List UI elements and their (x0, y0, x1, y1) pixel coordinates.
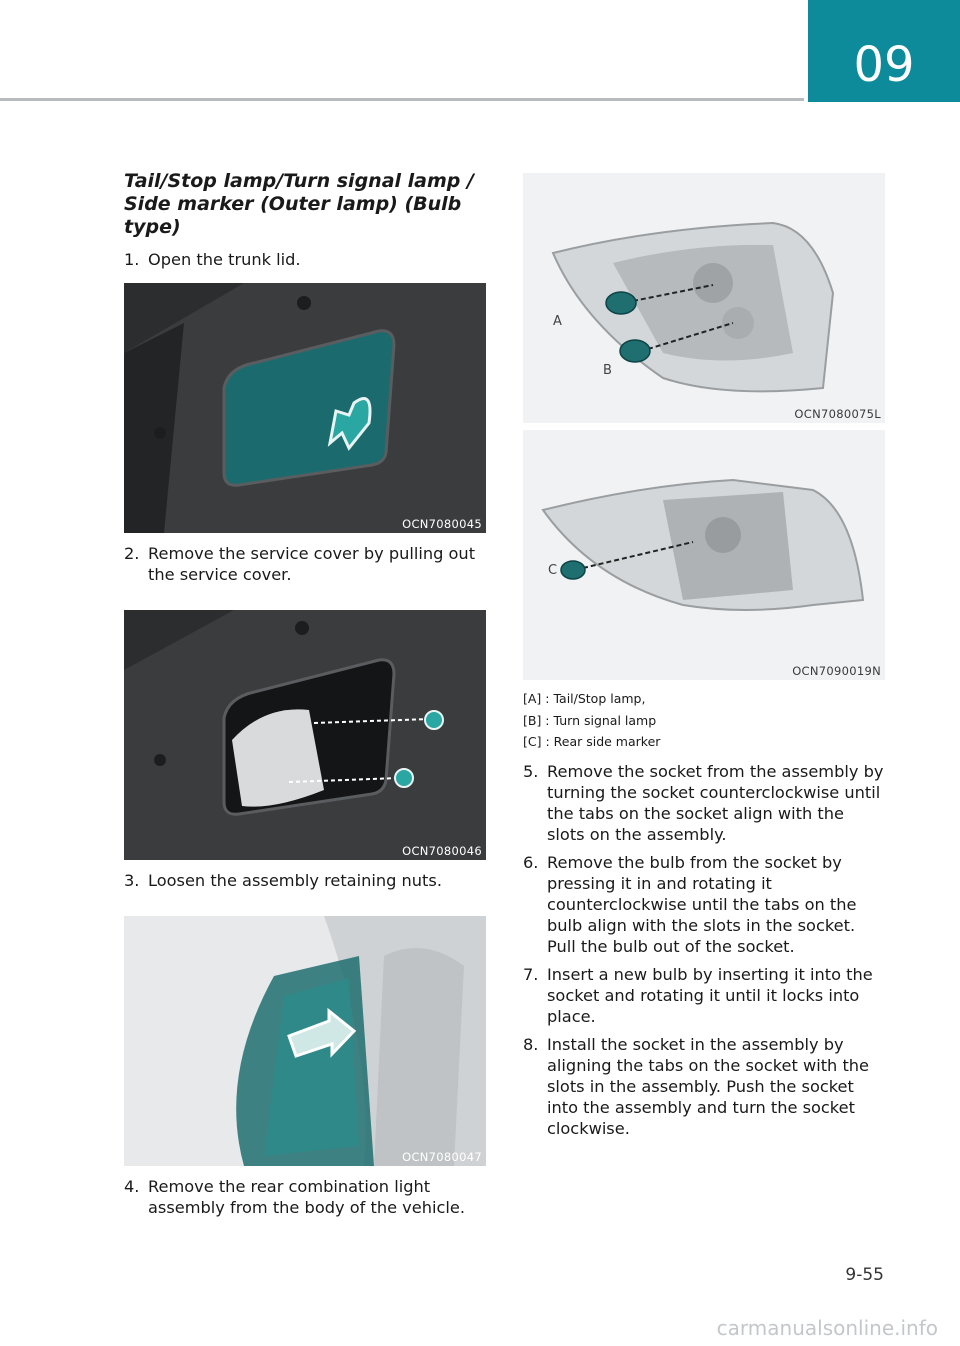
step-number: 7. (523, 964, 539, 984)
trunk-cover-illustration (124, 283, 486, 533)
label-a: A (553, 314, 562, 329)
chapter-tab: 09 (808, 0, 960, 102)
bulbs-ab-illustration (523, 173, 885, 423)
label-c: C (548, 563, 558, 578)
step-number: 1. (124, 250, 140, 269)
step-text: Remove the service cover by pulling out the service cover. (148, 544, 476, 584)
section-title-line-1: Tail/Stop lamp/Turn signal lamp / (124, 170, 474, 192)
step-text: Loosen the assembly retaining nuts. (148, 871, 442, 890)
step-number: 4. (124, 1177, 140, 1196)
figure-code: OCN7080046 (402, 844, 482, 858)
figure-bulbs-ab (523, 173, 885, 423)
legend-item-a: [A] : Tail/Stop lamp, (523, 691, 646, 706)
label-b: B (603, 363, 612, 378)
step-number: 6. (523, 852, 539, 872)
step-number: 5. (523, 761, 539, 781)
page-number: 9-55 (845, 1265, 884, 1285)
step-text: Remove the bulb from the socket by pressing it in and rotating it counterclockwise until the tabs on the bulb align with the slots in the socket. Pull the bulb out of the socket. (547, 852, 857, 956)
step-2 (124, 543, 486, 585)
header-rule (0, 98, 804, 101)
step-8 (523, 1034, 885, 1139)
section-title (124, 170, 486, 239)
figure-code: OCN7080047 (402, 1150, 482, 1164)
step-3 (124, 870, 486, 891)
step-text: Install the socket in the assembly by aligning the tabs on the socket with the slots in the assembly. Push the socket into the assembly and turn the socket clockwise. (547, 1034, 870, 1138)
step-number: 8. (523, 1034, 539, 1054)
figure-legend (523, 688, 885, 753)
lamp-removal-illustration (124, 916, 486, 1166)
step-text: Open the trunk lid. (148, 250, 301, 269)
step-text: Insert a new bulb by inserting it into the socket and rotating it until it locks into place. (547, 964, 873, 1026)
step-1 (124, 249, 486, 270)
figure-lamp-removal (124, 916, 486, 1166)
legend-item-b: [B] : Turn signal lamp (523, 712, 657, 728)
service-opening-illustration (124, 610, 486, 860)
step-text: Remove the socket from the assembly by turning the socket counterclockwise until the tabs on the socket align with the slots on the assembly. (547, 761, 884, 844)
step-number: 3. (124, 871, 140, 890)
left-column (124, 170, 486, 1218)
right-column (523, 173, 885, 1139)
figure-code: OCN7080045 (402, 517, 482, 531)
bulb-c-illustration (523, 430, 885, 680)
step-6 (523, 852, 885, 957)
legend-item-c: [C] : Rear side marker (523, 734, 661, 749)
step-7 (523, 964, 885, 1027)
figure-code: OCN7090019N (792, 664, 881, 678)
figure-bulb-c (523, 430, 885, 680)
step-5 (523, 761, 885, 845)
figure-code: OCN7080075L (794, 407, 881, 421)
watermark: carmanualsonline.info (716, 1316, 938, 1340)
figure-trunk-cover (124, 283, 486, 533)
step-4 (124, 1176, 486, 1218)
section-title-line-2: Side marker (Outer lamp) (Bulb type) (124, 193, 462, 238)
step-text: Remove the rear combination light assembly from the body of the vehicle. (148, 1177, 465, 1217)
step-number: 2. (124, 544, 140, 563)
figure-service-opening (124, 610, 486, 860)
